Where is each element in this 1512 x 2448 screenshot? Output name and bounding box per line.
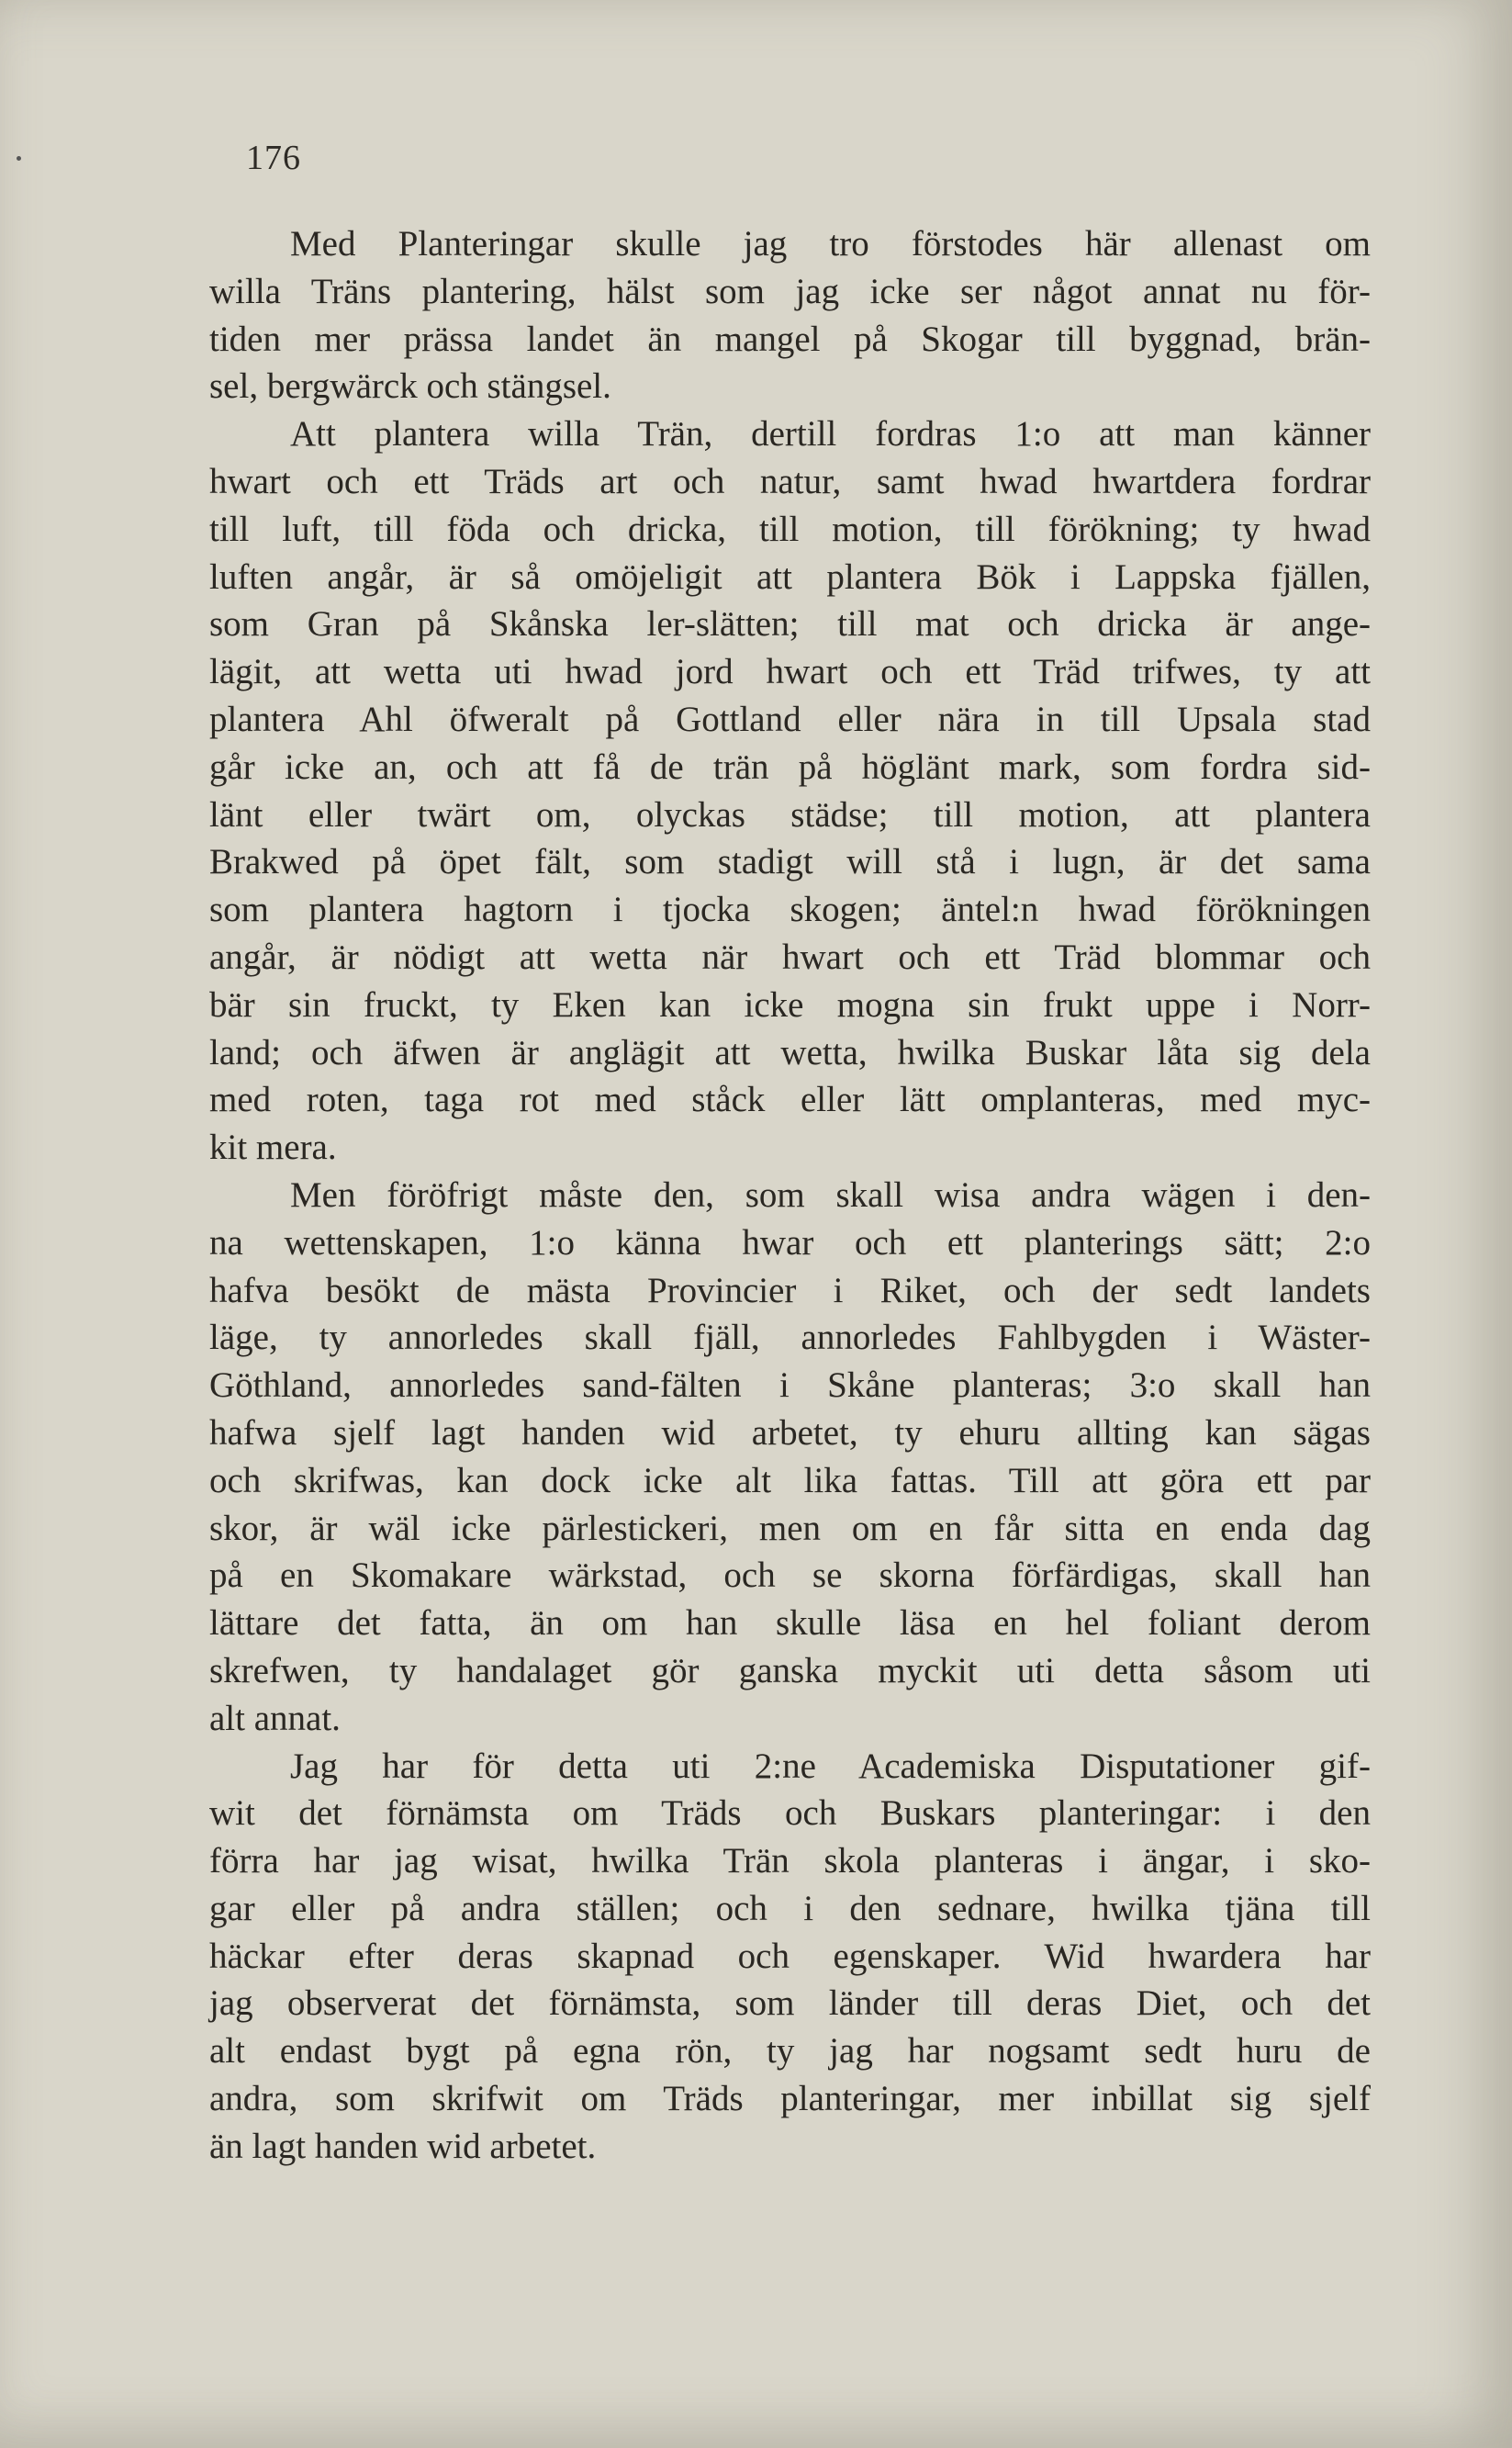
text-line: med roten, taga rot med ståck eller lätt omplanteras, med myc- bbox=[209, 1080, 1371, 1120]
text-line: angår, är nödigt att wetta när hwart och ett Träd blommar och bbox=[209, 937, 1371, 977]
page-number: 176 bbox=[246, 139, 301, 177]
text-line: skrefwen, ty handalaget gör ganska myckit uti detta såsom uti bbox=[209, 1650, 1371, 1690]
text-line: läge, ty annorledes skall fjäll, annorledes Fahlbygden i Wäster- bbox=[209, 1318, 1371, 1358]
text-line: Men föröfrigt måste den, som skall wisa andra wägen i den- bbox=[290, 1174, 1371, 1215]
text-line: hwart och ett Träds art och natur, samt hwad hwartdera fordrar bbox=[209, 461, 1371, 501]
text-line: länt eller twärt om, olyckas städse; till motion, att plantera bbox=[209, 794, 1371, 835]
body-text bbox=[209, 220, 1371, 2171]
text-line: alt endast bygt på egna rön, ty jag har nogsamt sedt huru de bbox=[209, 2031, 1371, 2072]
text-line: bär sin fruckt, ty Eken kan icke mogna sin frukt uppe i Norr- bbox=[209, 984, 1371, 1025]
text-line: Jag har för detta uti 2:ne Academiska Disputationer gif- bbox=[290, 1746, 1371, 1786]
text-line: tiden mer prässa landet än mangel på Skogar till byggnad, brän- bbox=[209, 319, 1371, 359]
text-line: na wettenskapen, 1:o känna hwar och ett planterings sätt; 2:o bbox=[209, 1222, 1371, 1263]
text-line: wit det förnämsta om Träds och Buskars planteringar: i den bbox=[209, 1793, 1371, 1834]
text-line: sel, bergwärck och stängsel. bbox=[209, 366, 611, 407]
text-line: lägit, att wetta uti hwad jord hwart och ett Träd trifwes, ty att bbox=[209, 652, 1371, 692]
text-line: som Gran på Skånska ler-slätten; till mat och dricka är ange- bbox=[209, 604, 1371, 645]
text-line: plantera Ahl öfweralt på Gottland eller nära in till Upsala stad bbox=[209, 699, 1371, 739]
text-line: hafva besökt de mästa Provincier i Riket, och der sedt landets bbox=[209, 1270, 1371, 1310]
text-line: skor, är wäl icke pärlestickeri, men om en får sitta en enda dag bbox=[209, 1508, 1371, 1548]
text-line: Att plantera willa Trän, dertill fordras 1:o att man känner bbox=[290, 414, 1371, 455]
text-line: jag observerat det förnämsta, som länder till deras Diet, och det bbox=[209, 1983, 1371, 2024]
text-line: alt annat. bbox=[209, 1698, 341, 1738]
text-line: luften angår, är så omöjeligit att plantera Bök i Lappska fjällen, bbox=[209, 556, 1371, 597]
text-line: häckar efter deras skapnad och egenskaper. Wid hwardera har bbox=[209, 1936, 1371, 1976]
text-line: Göthland, annorledes sand-fälten i Skåne planteras; 3:o skall han bbox=[209, 1365, 1371, 1406]
text-line: Med Planteringar skulle jag tro förstodes här allenast om bbox=[290, 224, 1371, 264]
text-line: land; och äfwen är anglägit att wetta, hwilka Buskar låta sig dela bbox=[209, 1032, 1371, 1072]
text-line: än lagt handen wid arbetet. bbox=[209, 2126, 597, 2166]
text-line: går icke an, och att få de trän på höglänt mark, som fordra sid- bbox=[209, 747, 1371, 787]
text-line: och skrifwas, kan dock icke alt lika fattas. Till att göra ett par bbox=[209, 1460, 1371, 1500]
text-line: Brakwed på öpet fält, som stadigt will stå i lugn, är det sama bbox=[209, 842, 1371, 882]
text-line: som plantera hagtorn i tjocka skogen; äntel:n hwad förökningen bbox=[209, 890, 1371, 930]
text-line: gar eller på andra ställen; och i den sednare, hwilka tjäna till bbox=[209, 1888, 1371, 1928]
margin-speck bbox=[17, 156, 21, 161]
text-line: andra, som skrifwit om Träds planteringar, mer inbillat sig sjelf bbox=[209, 2079, 1371, 2119]
text-line: hafwa sjelf lagt handen wid arbetet, ty ehuru allting kan sägas bbox=[209, 1412, 1371, 1453]
text-line: förra har jag wisat, hwilka Trän skola planteras i ängar, i sko- bbox=[209, 1841, 1371, 1881]
text-line: lättare det fatta, än om han skulle läsa en hel foliant derom bbox=[209, 1603, 1371, 1644]
text-line: kit mera. bbox=[209, 1128, 337, 1168]
text-line: willa Träns plantering, hälst som jag icke ser något annat nu för- bbox=[209, 271, 1371, 311]
text-line: till luft, till föda och dricka, till motion, till förökning; ty hwad bbox=[209, 509, 1371, 549]
text-line: på en Skomakare wärkstad, och se skorna förfärdigas, skall han bbox=[209, 1555, 1371, 1596]
